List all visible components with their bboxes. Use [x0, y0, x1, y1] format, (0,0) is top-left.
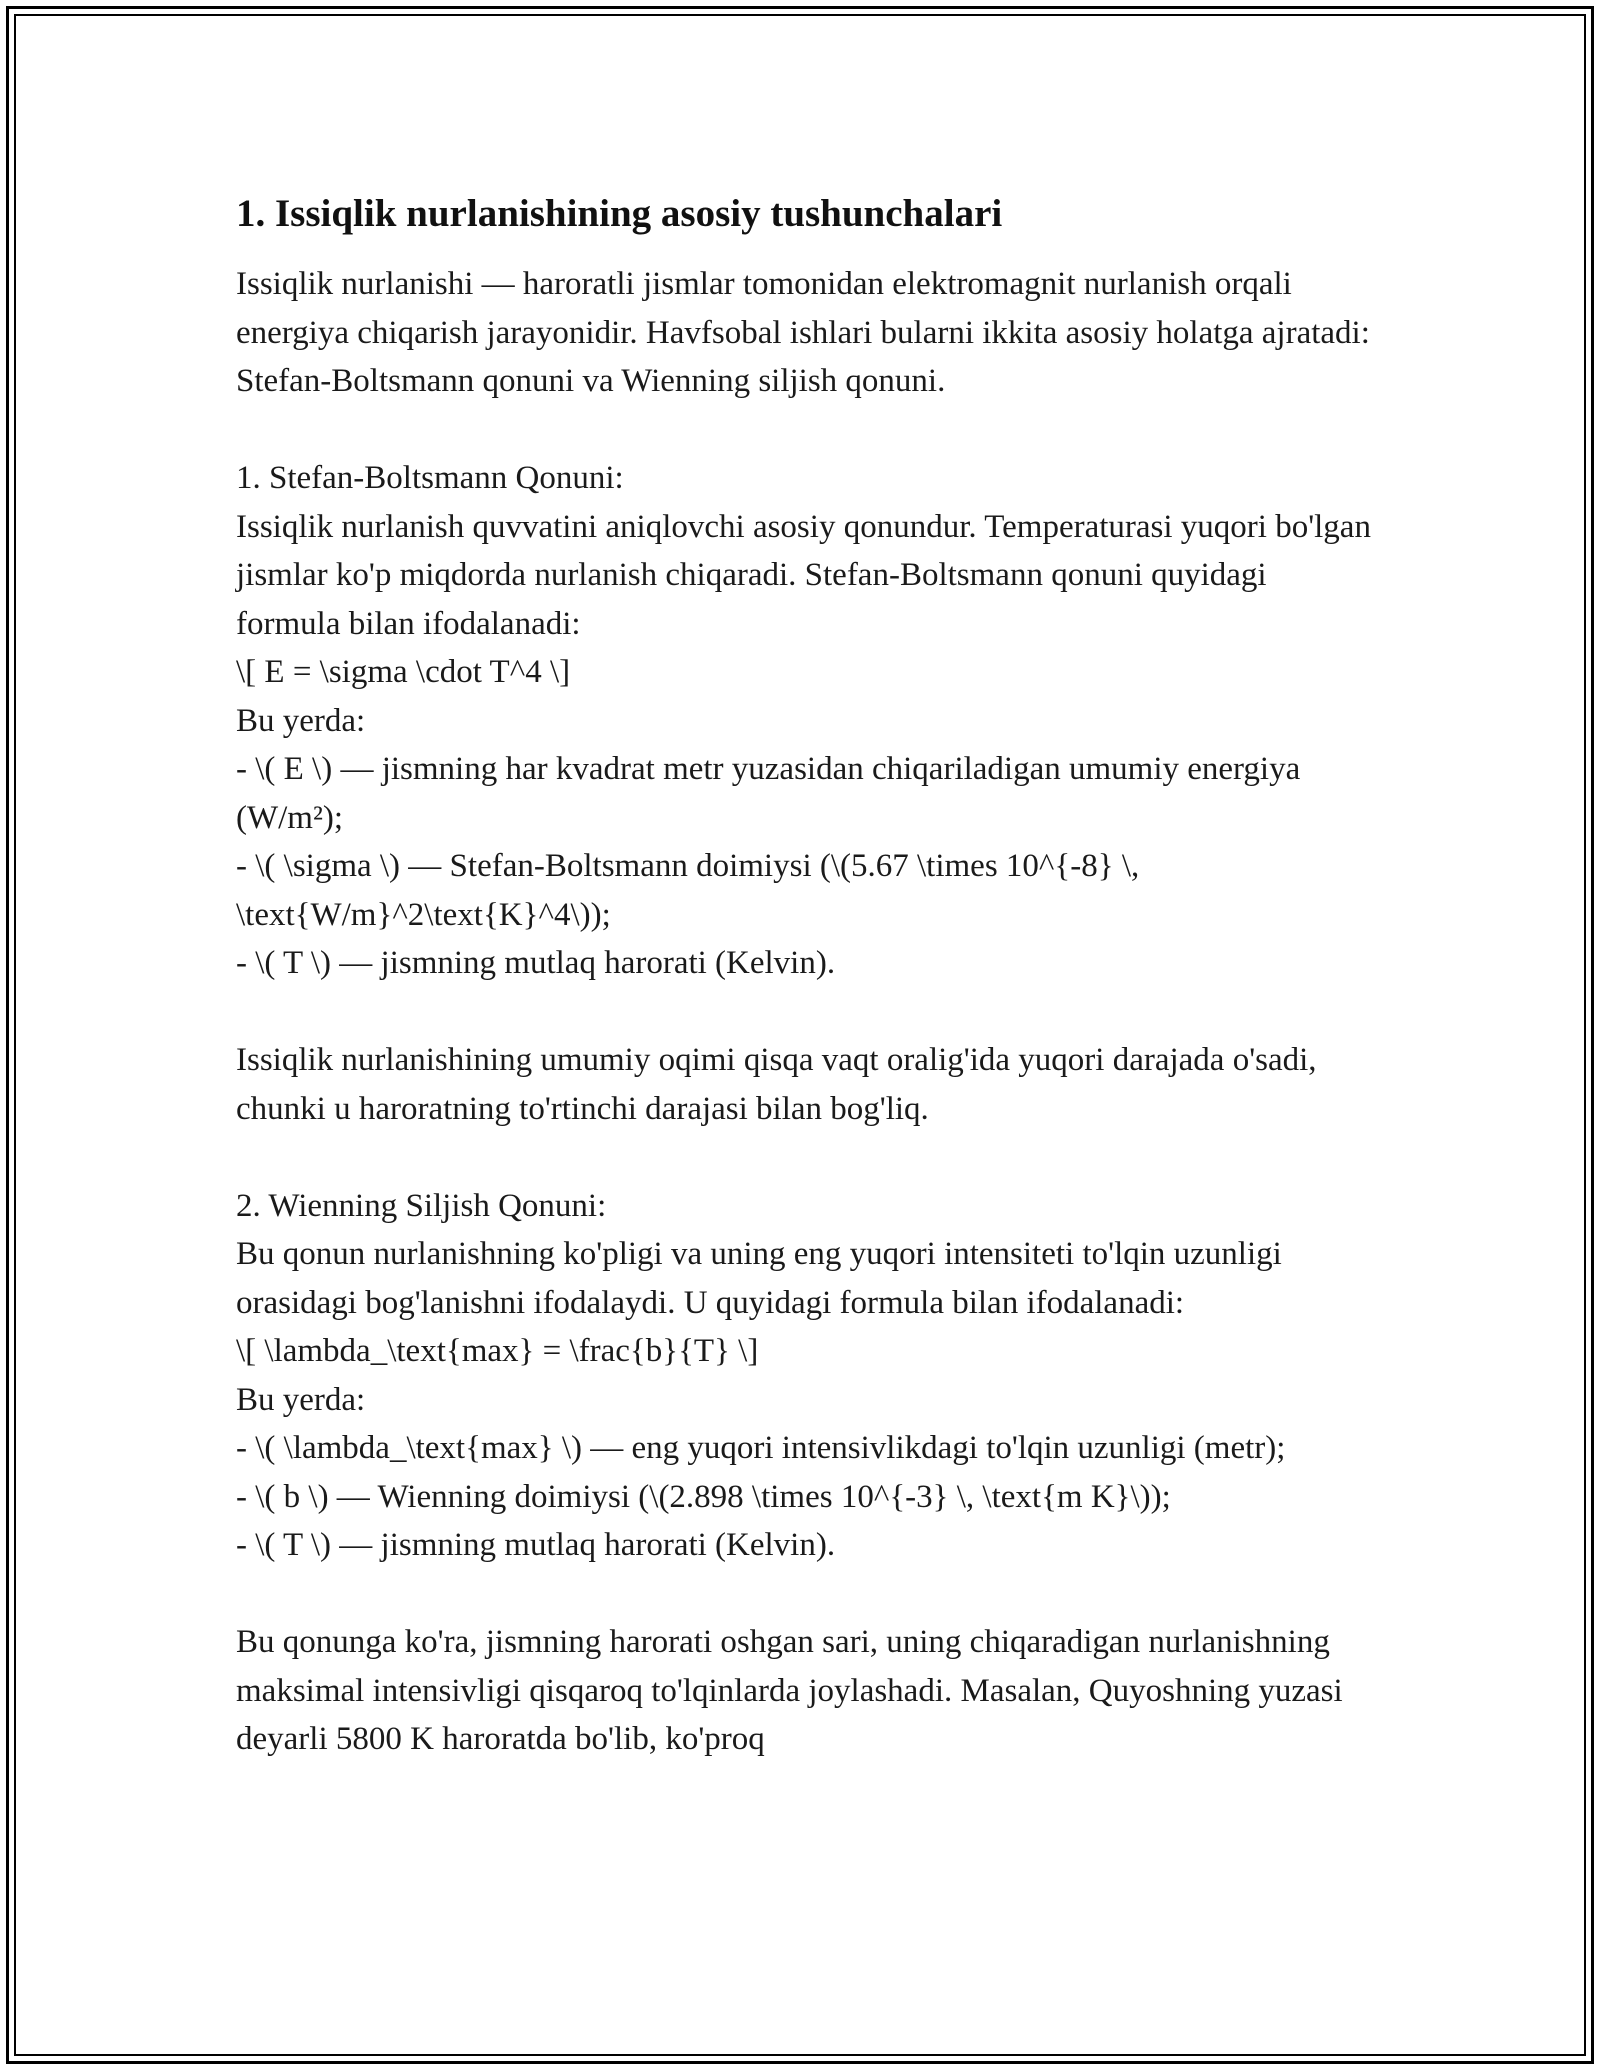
- paragraph-gap: [236, 1570, 1376, 1619]
- paragraph-gap: [236, 406, 1376, 455]
- section2-heading: 2. Wienning Siljish Qonuni:: [236, 1187, 607, 1224]
- section2-closing: Bu qonunga ko'ra, jismning harorati oshgan sari, uning chiqaradigan nurlanishning maksimal intensivligi qisqaroq to'lqinlarda joylashadi. Masalan, Quyoshning yuzasi deyarli 5800 K haroratda bo'lib, ko'proq: [236, 1624, 1343, 1757]
- section1-item: - \( \sigma \) — Stefan-Boltsmann doimiysi (\(5.67 \times 10^{-8} \, \text{W/m}^2\text{K}^4\));: [236, 848, 1140, 933]
- section2-text: Bu qonun nurlanishning ko'pligi va uning eng yuqori intensiteti to'lqin uzunligi orasidagi bog'lanishni ifodalaydi. U quyidagi formula bilan ifodalanadi:: [236, 1236, 1282, 1321]
- document-body: [236, 186, 1376, 1764]
- section2-item: - \( \lambda_\text{max} \) — eng yuqori intensivlikdagi to'lqin uzunligi (metr);: [236, 1430, 1286, 1466]
- section2-item: - \( T \) — jismning mutlaq harorati (Kelvin).: [236, 1527, 836, 1563]
- intro-paragraph: Issiqlik nurlanishi — haroratli jismlar tomonidan elektromagnit nurlanish orqali energiya chiqarish jarayonidir. Havfsobal ishlari bularni ikkita asosiy holatga ajratadi: Stefan-Boltsmann qonuni va Wienning siljish qonuni.: [236, 266, 1370, 399]
- paragraph-gap: [236, 1133, 1376, 1182]
- section1-heading: 1. Stefan-Boltsmann Qonuni:: [236, 460, 624, 496]
- section1-closing: Issiqlik nurlanishining umumiy oqimi qisqa vaqt oralig'ida yuqori darajada o'sadi, chunki u haroratning to'rtinchi darajasi bilan bog'liq.: [236, 1042, 1317, 1127]
- section1-item: - \( T \) — jismning mutlaq harorati (Kelvin).: [236, 945, 836, 981]
- section1-formula: \[ E = \sigma \cdot T^4 \]: [236, 654, 571, 690]
- page-title: 1. Issiqlik nurlanishining asosiy tushunchalari: [236, 192, 1003, 235]
- section1-text: Issiqlik nurlanish quvvatini aniqlovchi asosiy qonundur. Temperaturasi yuqori bo'lgan jismlar ko'p miqdorda nurlanish chiqaradi. Stefan-Boltsmann qonuni quyidagi formula bilan ifodalanadi:: [236, 508, 1371, 642]
- section2-item: - \( b \) — Wienning doimiysi (\(2.898 \times 10^{-3} \, \text{m K}\));: [236, 1478, 1171, 1515]
- section1-where: Bu yerda:: [236, 702, 366, 739]
- paragraph-gap: [236, 988, 1376, 1037]
- section1-item: - \( E \) — jismning har kvadrat metr yuzasidan chiqariladigan umumiy energiya (W/m²);: [236, 751, 1301, 836]
- section2-formula: \[ \lambda_\text{max} = \frac{b}{T} \]: [236, 1333, 759, 1369]
- section2-where: Bu yerda:: [236, 1381, 366, 1418]
